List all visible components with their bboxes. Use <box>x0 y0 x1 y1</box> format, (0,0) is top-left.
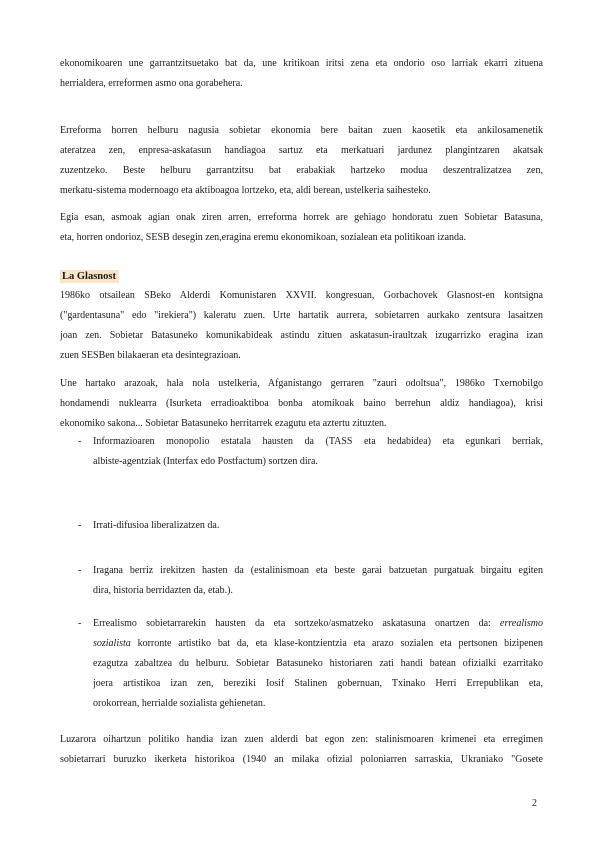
text-line: orokorrean, herrialde sozialista gehienetan. <box>93 698 266 709</box>
bullet-dash: - <box>78 565 82 576</box>
bullet-dash: - <box>78 436 82 447</box>
bullet-dash: - <box>78 618 82 629</box>
bullet-item-1 <box>93 432 543 472</box>
italic-term: sozialista <box>93 638 131 649</box>
paragraph-2 <box>60 121 543 201</box>
text-line: Irrati-difusioa liberalizatzen da. <box>93 520 220 531</box>
section-heading-wrapper <box>60 265 119 285</box>
text-line: ekonomiko sakona... Sobietar Batasuneko herritarrek ezagutu eta aztertu zituzten. <box>60 418 387 429</box>
text-line: ekonomikoaren une garrantzitsuetako bat da, une kritikoan iritsi zena eta ondorio oso larriak ekarri zituena <box>60 58 543 69</box>
text-line: hondamendi nuklearra (Isurketa erradioaktiboa bonba atomikoak baino berrehun aldiz handiagoa), krisi <box>60 398 543 409</box>
text-line: eta, horren ondorioz, SESB desegin zen,eragina eremu ekonomikoan, sozialean eta politikoan izanda. <box>60 232 466 243</box>
text-line: zuen SESBen bilakaeran eta desintegrazioan. <box>60 350 241 361</box>
text-line: sobietarrari buruzko ikerketa historikoa (1940 an milaka ofizial poloniarren sarraskia, Ukraniako "Gosete <box>60 754 543 765</box>
closing-paragraph <box>60 730 543 770</box>
text-line: joan zen. Sobietar Batasuneko komunikabideak astindu zituen askatasun-iraultzak izugarrizko eragina izan <box>60 330 543 341</box>
text-line: zuzentzeko. Beste helburu garrantzitsu bat erabakiak hartzeko modua deszentralizatzea zen, <box>60 165 543 176</box>
text-run: korronte artistiko bat da, eta klase-kontzientzia eta arazo sozialen eta pertsonen bizipenen <box>137 638 543 649</box>
text-line: joera artistikoa izan zen, bereziki Iosif Stalinen gobernuan, Txinako Herri Errepublikan eta, <box>93 678 543 689</box>
text-line: Erreforma horren helburu nagusia sobietar ekonomia bere baitan zuen kaosetik eta ankilosamenetik <box>60 125 543 136</box>
text-line: ezagutza zabaltzea du helburu. Sobietar Batasuneko historiaren zati handi batean ofizialki ezarritako <box>93 658 543 669</box>
text-run: Errealismo sobietarrarekin hausten da eta sortzeko/asmatzeko askatasuna onartzen da: <box>93 618 491 629</box>
text-line: dira, historia berridazten da, etab.). <box>93 585 233 596</box>
paragraph-3 <box>60 208 543 248</box>
text-line: Iragana berriz irekitzen hasten da (estalinismoan eta beste garai batzuetan purgatuak birgaitu egiten <box>93 565 543 576</box>
bullet-dash: - <box>78 520 82 531</box>
text-line <box>93 614 543 634</box>
section-paragraph-1 <box>60 286 543 366</box>
bullet-item-4 <box>93 614 543 714</box>
paragraph-1 <box>60 54 543 94</box>
text-line: 1986ko otsailean SBeko Alderdi Komunistaren XXVII. kongresuan, Gorbachovek Glasnost-en kontsigna <box>60 290 543 301</box>
text-line: ateratzea zen, enpresa-askatasun handiagoa sartuz eta merkatuari jardunez plangintzaren akatsak <box>60 145 543 156</box>
text-line: ("gardentasuna" edo "irekiera") kaleratu zuen. Urte hartatik aurrera, sobietarren aurkako zentsura lasaitzen <box>60 310 543 321</box>
text-line: merkatu-sistema modernoago eta aktiboagoa lortzeko, eta, aldi berean, ustelkeria saihesteko. <box>60 185 431 196</box>
section-paragraph-2 <box>60 374 543 434</box>
text-line <box>93 634 543 654</box>
bullet-item-3 <box>93 561 543 601</box>
italic-term: errealismo <box>500 618 543 629</box>
page-number: 2 <box>532 798 537 809</box>
text-line: Egia esan, asmoak agian onak ziren arren, erreforma horrek are gehiago hondoratu zuen Sobietar Batasuna, <box>60 212 543 223</box>
bullet-item-2 <box>93 516 543 536</box>
text-line: herrialdera, erreformen asmo ona gorabehera. <box>60 78 243 89</box>
text-line: albiste-agentziak (Interfax edo Postfactum) sortzen dira. <box>93 456 318 467</box>
text-line: Une hartako arazoak, hala nola ustelkeria, Afganistango gerraren "zauri odoltsua", 1986ko Txernobilgo <box>60 378 543 389</box>
text-line: Luzarora oihartzun politiko handia izan zuen alderdi bat egon zen: stalinismoaren krimenei eta erregimen <box>60 734 543 745</box>
section-heading: La Glasnost <box>60 270 119 283</box>
text-line: Informazioaren monopolio estatala hausten da (TASS eta hedabidea) eta egunkari berriak, <box>93 436 543 447</box>
